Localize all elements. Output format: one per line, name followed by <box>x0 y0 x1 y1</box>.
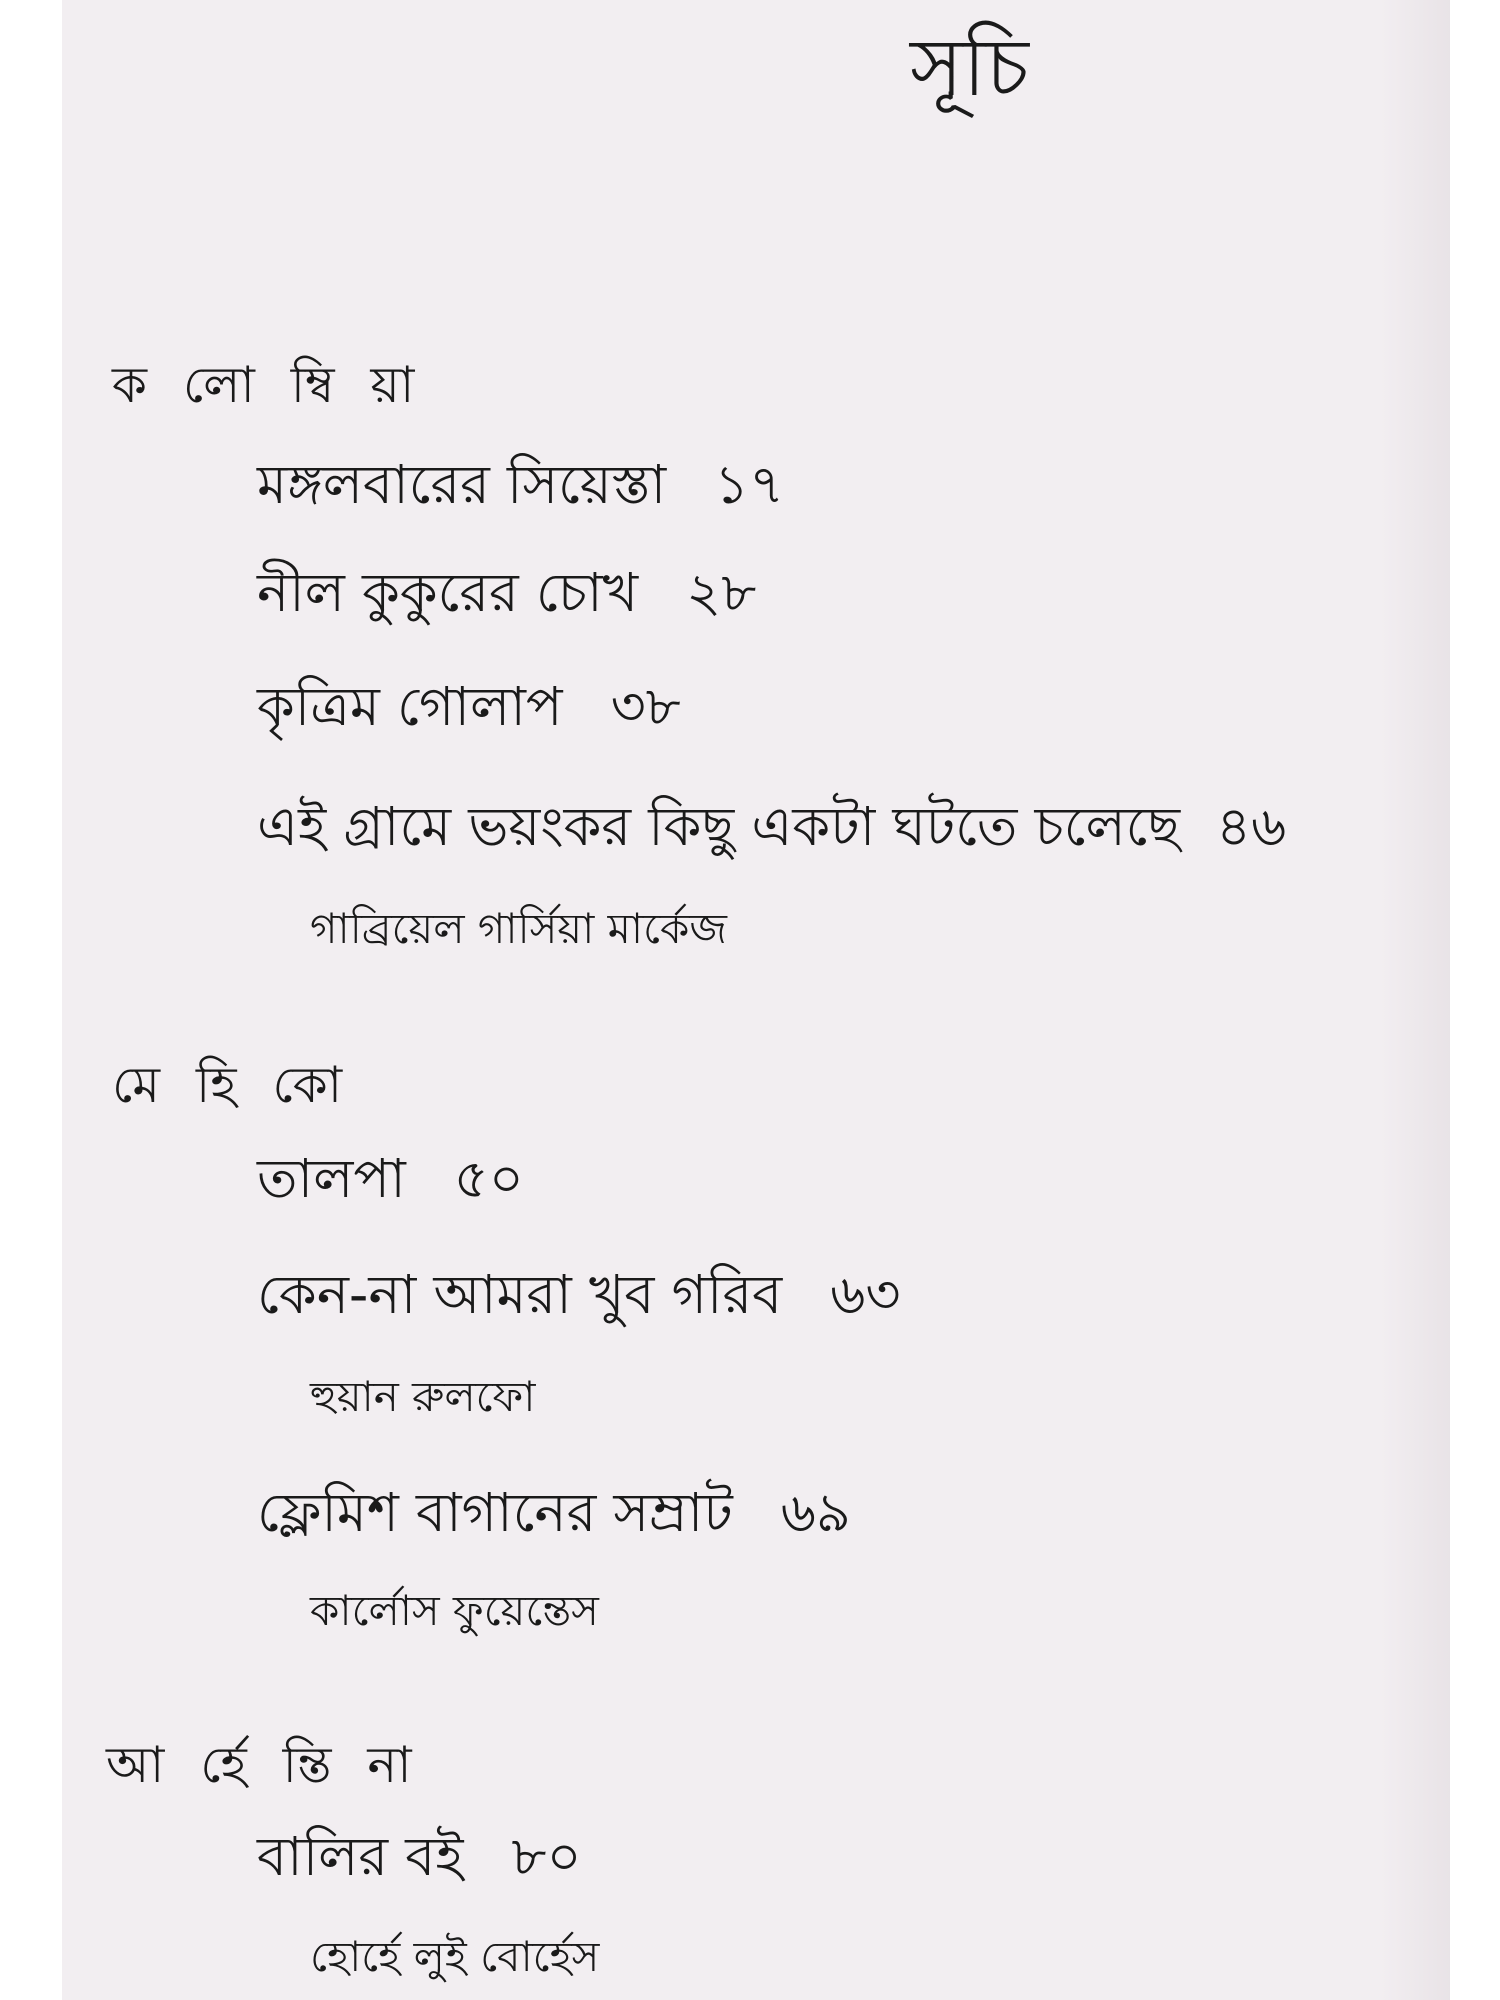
toc-entry[interactable] <box>257 795 1287 858</box>
toc-entry-title: এই গ্রামে ভয়ংকর কিছু একটা ঘটতে চলেছে <box>257 795 1181 858</box>
toc-entry-title: বালির বই <box>257 1825 464 1888</box>
toc-entry-title: তালপা <box>257 1147 406 1210</box>
toc-entry-title: ফ্লেমিশ বাগানের সম্রাট <box>257 1481 733 1544</box>
toc-entry[interactable] <box>257 453 785 516</box>
section-heading-colombia: ক লো ম্বি য়া <box>112 356 425 414</box>
page-title: সূচি <box>910 21 1029 114</box>
toc-entry[interactable] <box>257 675 681 738</box>
toc-entry-page: ৪৬ <box>1216 795 1287 858</box>
toc-entry-title: কৃত্রিম গোলাপ <box>257 675 563 738</box>
toc-author: গাব্রিয়েল গার্সিয়া মার্কেজ <box>310 904 727 953</box>
toc-author: হুয়ান রুলফো <box>310 1372 536 1421</box>
toc-entry-page: ৮০ <box>511 1825 582 1888</box>
toc-entry[interactable] <box>257 1481 851 1544</box>
toc-entry-page: ৫০ <box>453 1147 524 1210</box>
toc-entry-page: ৬৯ <box>780 1481 851 1544</box>
toc-entry[interactable] <box>257 561 757 624</box>
book-page <box>62 0 1450 2000</box>
toc-entry-page: ৬৩ <box>830 1263 901 1326</box>
toc-entry[interactable] <box>257 1263 901 1326</box>
toc-entry[interactable] <box>257 1147 524 1210</box>
toc-author: হোর্হে লুই বোর্হেস <box>310 1932 600 1981</box>
toc-entry-title: মঙ্গলবারের সিয়েস্তা <box>257 453 667 516</box>
toc-entry-page: ১৭ <box>714 453 785 516</box>
toc-entry-title: নীল কুকুরের চোখ <box>257 561 639 624</box>
toc-entry[interactable] <box>257 1825 582 1888</box>
section-heading-argentina: আ র্হে ন্তি না <box>106 1736 422 1794</box>
toc-entry-title: কেন-না আমরা খুব গরিব <box>257 1263 783 1326</box>
section-heading-mexico: মে হি কো <box>112 1056 353 1114</box>
toc-author: কার্লোস ফুয়েন্তেস <box>310 1586 599 1635</box>
toc-entry-page: ৩৮ <box>610 675 681 738</box>
toc-entry-page: ২৮ <box>686 561 757 624</box>
